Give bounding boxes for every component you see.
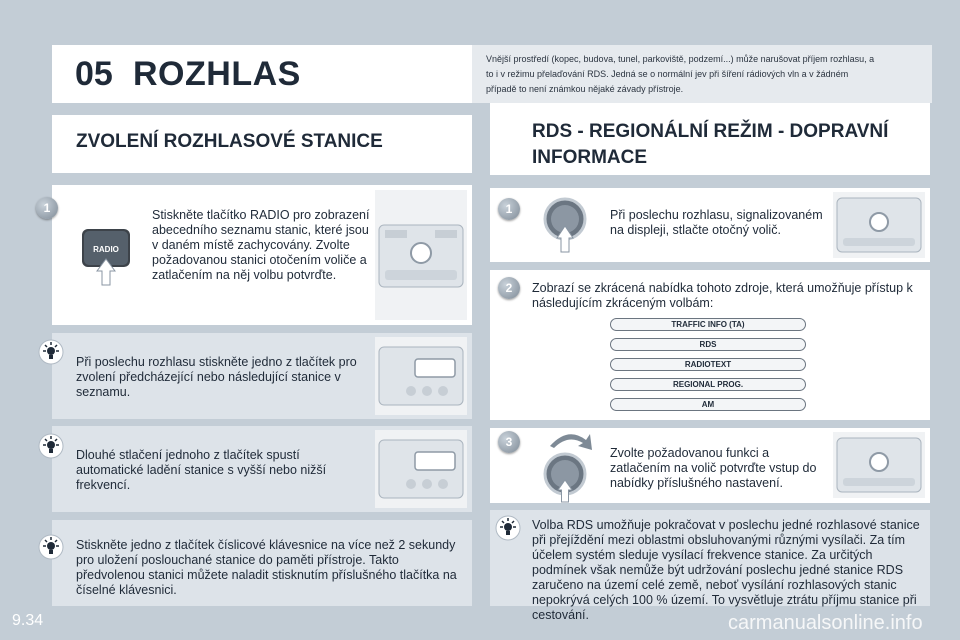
chapter-number: 05 (75, 55, 113, 93)
left-tip1-text: Při poslechu rozhlasu stiskněte jedno z tlačítek pro zvolení předcházející nebo následující stanice v seznamu. (76, 355, 357, 399)
left-tip3-text: Stiskněte jedno z tlačítek číslicové klávesnice na více než 2 sekundy pro uložení poslouchané stanice do paměti přístroje. Takto předvolenou stanici můžete naladit stisknutím příslušného tlačítka na číselné klávesnici. (76, 538, 457, 597)
right-section-title: RDS - REGIONÁLNÍ REŽIM - DOPRAVNÍ INFORMACE (532, 121, 889, 168)
left-step1-text: Stiskněte tlačítko RADIO pro zobrazení abecedního seznamu stanic, které jsou v daném místě zachycovány. Zvolte požadovanou stanici otočením voliče a zatlačením na něj volbu potvrďte. (152, 208, 370, 282)
radio-unit-image (375, 337, 467, 415)
step-badge: 2 (498, 277, 520, 299)
right-step3-text: Zvolte požadovanou funkci a zatlačením na volič potvrďte vstup do nabídky příslušného nastavení. (610, 446, 817, 490)
menu-item-traffic-info[interactable]: TRAFFIC INFO (TA) (610, 318, 806, 331)
menu-item-am[interactable]: AM (610, 398, 806, 411)
tip-lightbulb-icon (495, 515, 521, 541)
menu-item-regional-prog[interactable]: REGIONAL PROG. (610, 378, 806, 391)
short-menu (610, 318, 806, 414)
right-tip-text: Volba RDS umožňuje pokračovat v poslechu jedné rozhlasové stanice při přejíždění mezi oblastmi obsluhovanými různými vysílači. Za tím účelem systém sleduje vysílací frekvence stanice. Za určitých podmínek však nemůže být udržování poslechu jedné stanice RDS zaručeno na území celé země, neboť vysílání rozhlasových stanic nepokrývá celých 100 % území. To vysvětluje ztrátu příjmu stanice při cestování. (532, 518, 920, 622)
radio-button-icon (80, 225, 132, 287)
rotary-knob-turn-icon (540, 424, 596, 504)
tip-lightbulb-icon (38, 534, 64, 560)
tip-lightbulb-icon (38, 433, 64, 459)
left-section-title: ZVOLENÍ ROZHLASOVÉ STANICE (76, 131, 383, 152)
rotary-knob-icon (542, 196, 588, 254)
tip-lightbulb-icon (38, 339, 64, 365)
radio-unit-image (375, 190, 467, 320)
step-badge: 1 (498, 198, 520, 220)
menu-item-rds[interactable]: RDS (610, 338, 806, 351)
chapter-title: ROZHLAS (133, 55, 301, 93)
left-tip2-text: Dlouhé stlačení jednoho z tlačítek spustí automatické ladění stanice s vyšší nebo nižší frekvencí. (76, 448, 327, 492)
radio-unit-image (833, 432, 925, 498)
radio-unit-image (375, 430, 467, 508)
watermark: carmanualsonline.info (728, 612, 923, 634)
radio-unit-image (833, 192, 925, 258)
right-step1-text: Při poslechu rozhlasu, signalizovaném na displeji, stlačte otočný volič. (610, 208, 823, 237)
intro-text: Vnější prostředí (kopec, budova, tunel, parkoviště, podzemí...) může narušovat příjem rozhlasu, a to i v režimu přelaďování RDS. Jedná se o normální jev při šíření rádiových vln a v žádném případě to není známkou nějaké závady přístroje. (486, 54, 875, 94)
radio-button-label: RADIO (93, 245, 119, 254)
step-badge: 1 (36, 197, 58, 219)
right-step2-text: Zobrazí se zkrácená nabídka tohoto zdroje, která umožňuje přístup k následujícím zkráceným volbám: (532, 281, 913, 310)
step-badge: 3 (498, 431, 520, 453)
page-number: 9.34 (12, 612, 44, 629)
menu-item-radiotext[interactable]: RADIOTEXT (610, 358, 806, 371)
